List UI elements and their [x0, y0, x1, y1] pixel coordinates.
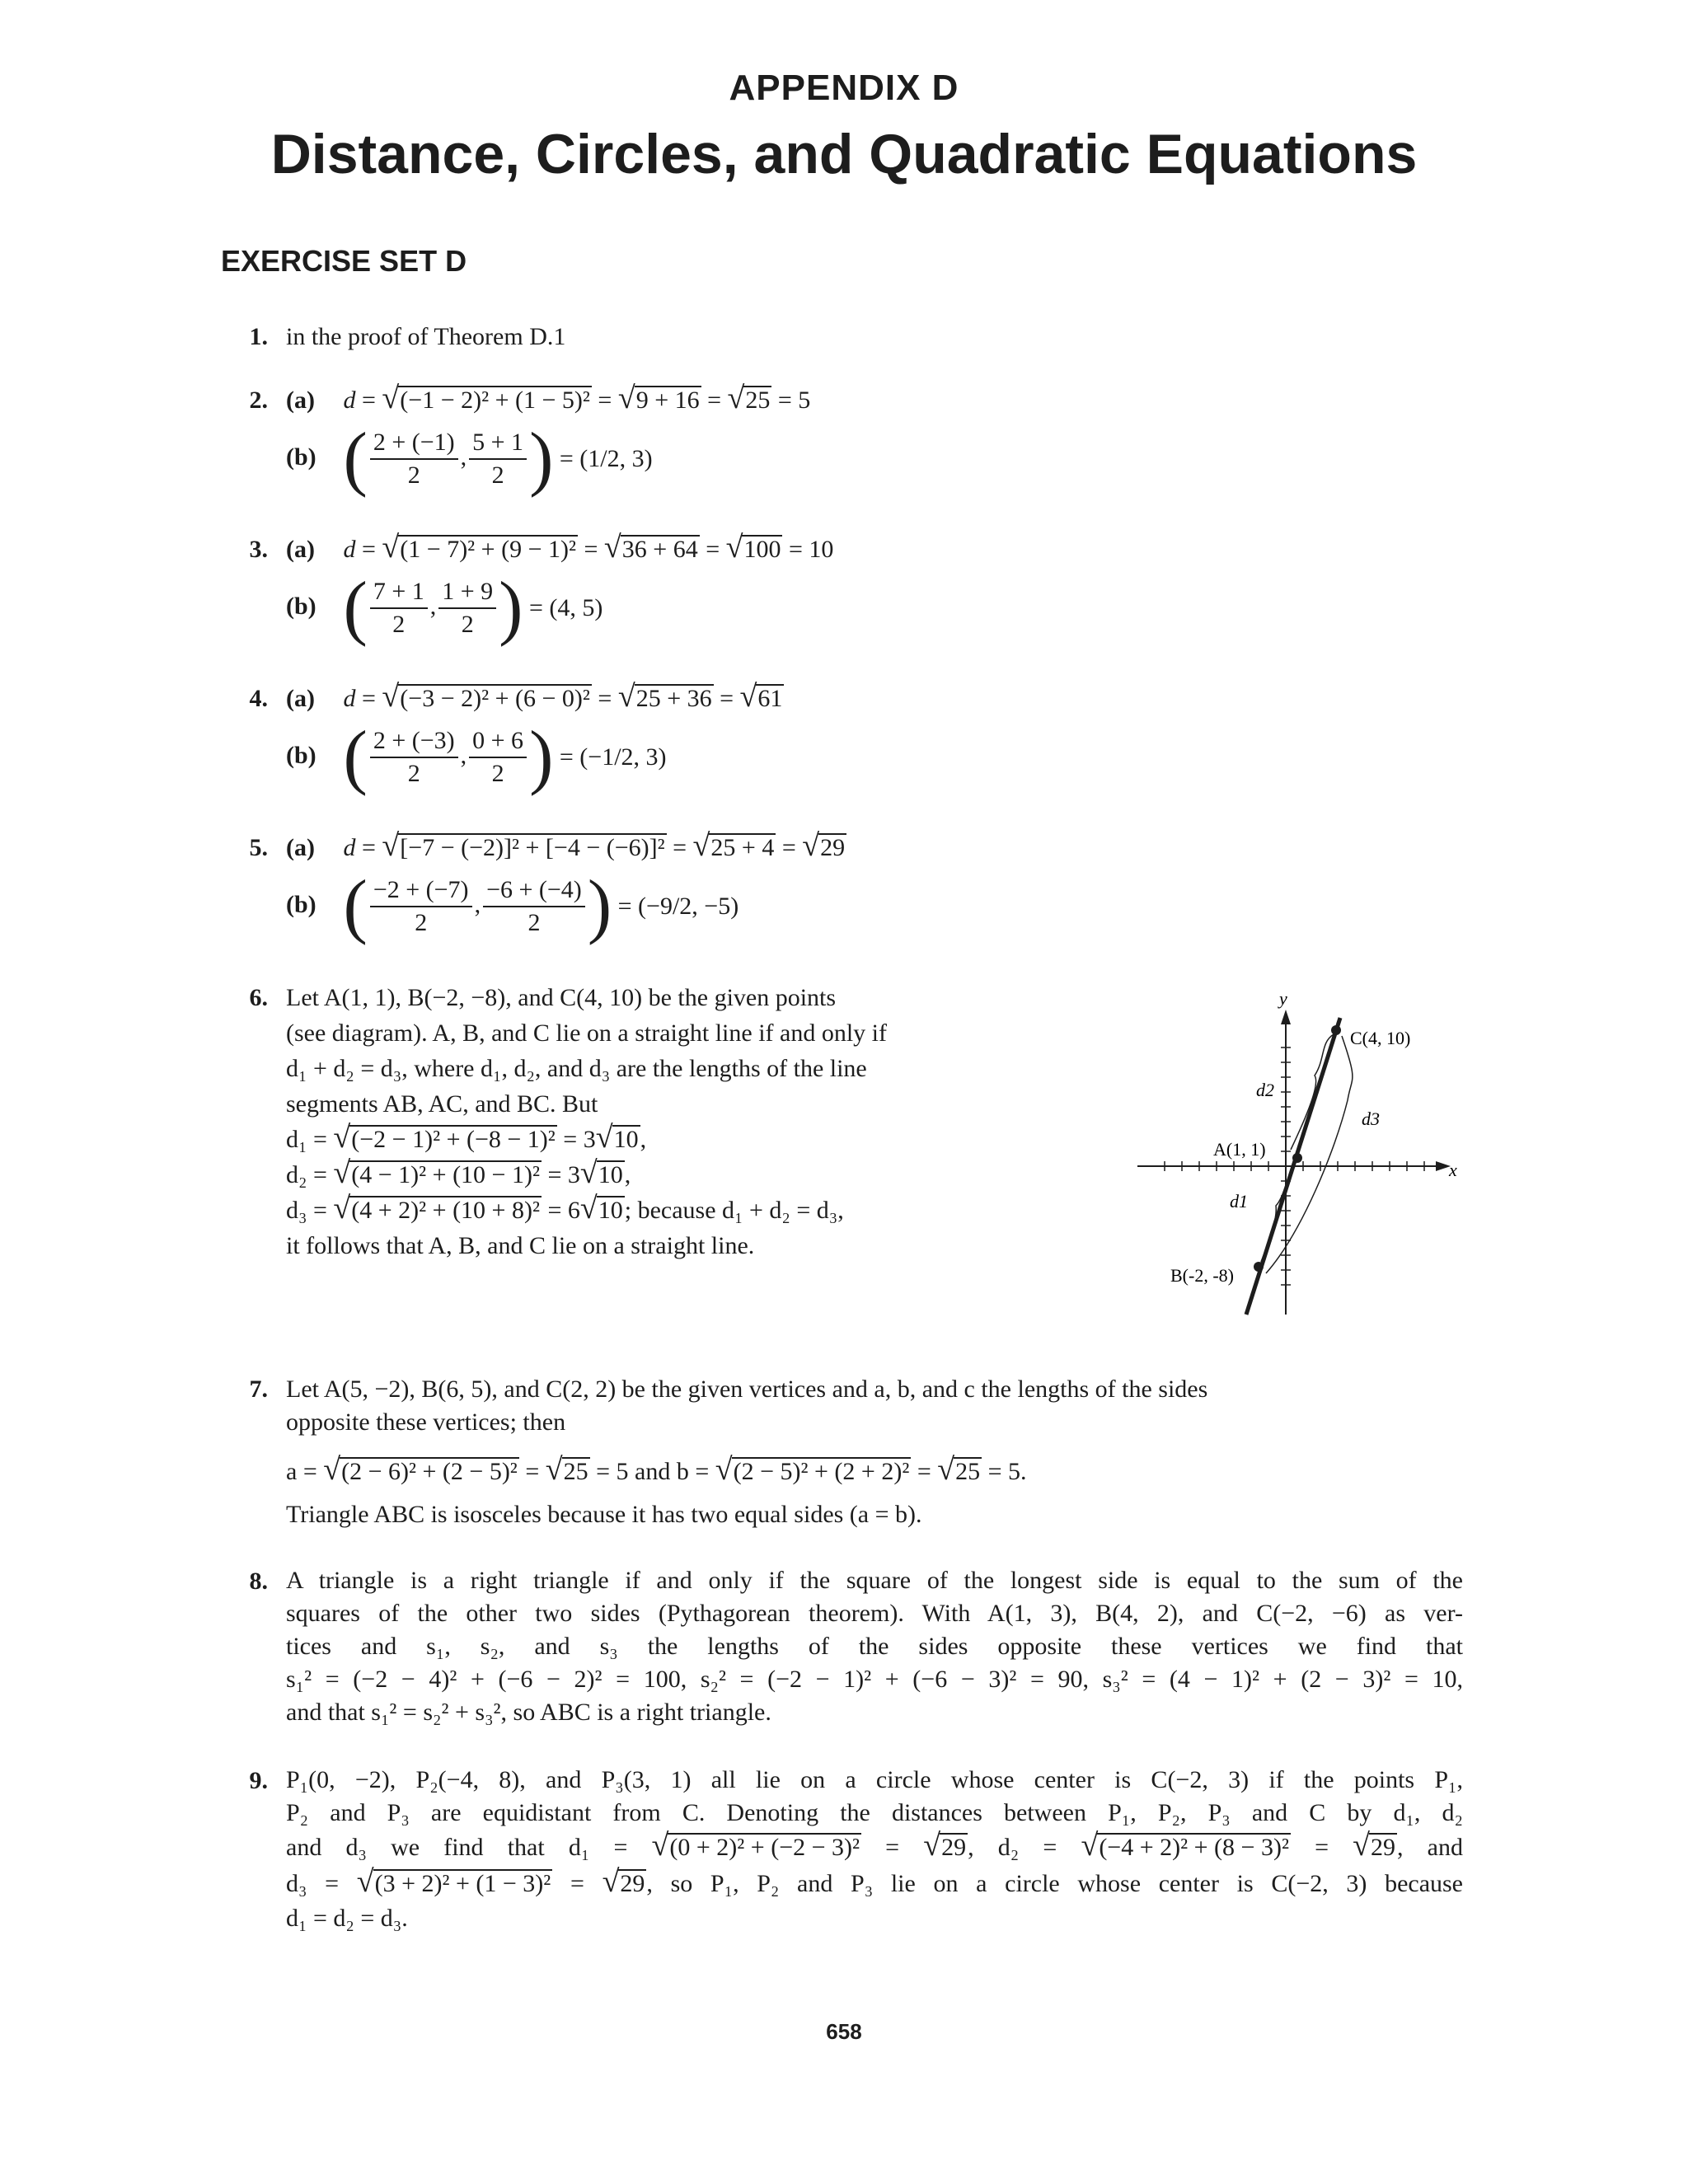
- radicand: 29: [620, 1870, 645, 1897]
- text-line: and that s₁² = s₂² + s₃², so ABC is a right triangle.: [286, 1699, 771, 1726]
- point-a: [1292, 1153, 1302, 1163]
- label-c: C(4, 10): [1350, 1028, 1411, 1048]
- exercise-9: [235, 1764, 1463, 1945]
- radicand: 10: [598, 1197, 623, 1224]
- part-b: (b) ( $\frac{-2 + (-7)}{2}$ , $\frac{-6 + (-4)}{2}$ ) = (−9/2, −5): [286, 866, 739, 946]
- text-line: s₁² = (−2 − 4)² + (−6 − 2)² = 100, s₂² = (−2 − 1)² + (−6 − 3)² = 90, s₃² = (4 − 1)² + (2 − 3)² = 10,: [286, 1666, 1463, 1693]
- variable: d: [343, 536, 356, 563]
- part-a: (a) d = √(−3 − 2)² + (6 − 0)² = √25 + 36 = √61: [286, 682, 784, 716]
- radicand: 9 + 16: [635, 387, 700, 414]
- collinear-points-diagram: [1137, 985, 1459, 1323]
- x-axis-label: x: [1449, 1160, 1457, 1180]
- exercise-number: 4.: [249, 685, 268, 712]
- radicand: (2 − 5)² + (2 + 2)²: [733, 1458, 910, 1485]
- part-label: (b): [286, 890, 316, 918]
- fraction: $\frac{7 + 1}{2}$: [370, 576, 428, 640]
- radicand: 29: [820, 834, 846, 861]
- part-label: (b): [286, 592, 316, 620]
- point-b: [1254, 1262, 1264, 1272]
- label-d1: d1: [1230, 1191, 1248, 1212]
- exercise-text: in the proof of Theorem D.1: [286, 323, 566, 350]
- radicand: (4 − 1)² + (10 − 1)²: [351, 1161, 540, 1188]
- text-line: Triangle ABC is isosceles because it has two equal sides (a = b).: [286, 1501, 922, 1528]
- y-axis-label: y: [1279, 988, 1287, 1009]
- y-axis-arrow-icon: [1281, 1010, 1291, 1024]
- text-line: squares of the other two sides (Pythagorean theorem). With A(1, 3), B(4, 2), and C(−2, −6) as ver-: [286, 1600, 1463, 1627]
- part-label: (a): [286, 536, 315, 563]
- result: = (1/2, 3): [559, 445, 653, 472]
- fraction: $\frac{0 + 6}{2}$: [469, 725, 527, 790]
- radicand: (−1 − 2)² + (1 − 5)²: [400, 387, 590, 414]
- text-line: Let A(1, 1), B(−2, −8), and C(4, 10) be the given points: [286, 984, 837, 1011]
- fraction: $\frac{-6 + (-4)}{2}$: [483, 874, 585, 939]
- equation-d3: d₃ = √(4 + 2)² + (10 + 8)² = 6√10; because d₁ + d₂ = d₃,: [286, 1191, 844, 1226]
- page-title: Distance, Circles, and Quadratic Equations: [270, 123, 1418, 185]
- text-line: A triangle is a right triangle if and only if the square of the longest side is equal to the sum of the: [286, 1567, 1463, 1594]
- radicand: (4 + 2)² + (10 + 8)²: [351, 1197, 540, 1224]
- part-label: (a): [286, 834, 315, 861]
- point-c: [1331, 1025, 1341, 1035]
- text-line: segments AB, AC, and BC. But: [286, 1090, 598, 1118]
- part-b: (b) ( $\frac{2 + (-1)}{2}$ , $\frac{5 + 1}{2}$ ) = (1/2, 3): [286, 419, 653, 499]
- radicand: (1 − 7)² + (9 − 1)²: [400, 536, 576, 563]
- result: = 10: [788, 536, 834, 563]
- part-b: (b) ( $\frac{7 + 1}{2}$ , $\frac{1 + 9}{2}$ ) = (4, 5): [286, 568, 603, 648]
- exercise-number: 6.: [249, 984, 268, 1011]
- part-b: (b) ( $\frac{2 + (-3)}{2}$ , $\frac{0 + 6}{2}$ ) = (−1/2, 3): [286, 717, 667, 797]
- exercise-6: [235, 981, 1059, 1310]
- text-line: opposite these vertices; then: [286, 1408, 566, 1436]
- exercise-3: [235, 532, 1463, 656]
- variable: d: [343, 387, 356, 414]
- variable: d: [343, 834, 356, 861]
- radicand: (2 − 6)² + (2 − 5)²: [341, 1458, 518, 1485]
- radicand: (−2 − 1)² + (−8 − 1)²: [351, 1126, 556, 1153]
- exercise-2: [235, 383, 1463, 507]
- part-a: (a) d = √[−7 − (−2)]² + [−4 − (−6)]² = √25 + 4 = √29: [286, 831, 846, 865]
- variable: d: [343, 685, 356, 712]
- part-a: (a) d = √(−1 − 2)² + (1 − 5)² = √9 + 16 = √25 = 5: [286, 383, 810, 418]
- radicand: 29: [941, 1834, 967, 1861]
- exercise-number: 9.: [249, 1767, 268, 1794]
- exercise-5: [235, 828, 1463, 954]
- radicand: 25 + 4: [710, 834, 775, 861]
- exercise-number: 7.: [249, 1376, 268, 1403]
- text-line: tices and s₁, s₂, and s₃ the lengths of the sides opposite these vertices we find that: [286, 1633, 1463, 1660]
- part-a: (a) d = √(1 − 7)² + (9 − 1)² = √36 + 64 = √100 = 10: [286, 532, 833, 567]
- radicand: (−4 + 2)² + (8 − 3)²: [1099, 1834, 1289, 1861]
- exercise-number: 1.: [249, 323, 268, 350]
- equation-d1: d₁ = √(−2 − 1)² + (−8 − 1)² = 3√10,: [286, 1120, 647, 1155]
- text-line: d₁ = d₂ = d₃.: [286, 1905, 408, 1932]
- label-d3: d3: [1362, 1108, 1380, 1129]
- radicand: 25: [955, 1458, 981, 1485]
- text-line: (see diagram). A, B, and C lie on a straight line if and only if: [286, 1019, 887, 1047]
- fraction: $\frac{-2 + (-7)}{2}$: [370, 874, 472, 939]
- exercise-number: 5.: [249, 834, 268, 861]
- radicand: 25: [745, 387, 771, 414]
- part-label: (b): [286, 741, 316, 769]
- result: = (4, 5): [528, 594, 603, 621]
- exercise-7: [235, 1372, 1463, 1537]
- part-label: (a): [286, 387, 315, 414]
- label-a: A(1, 1): [1213, 1139, 1266, 1160]
- part-label: (b): [286, 443, 316, 471]
- radicand: 10: [598, 1161, 623, 1188]
- text-line: and d₃ we find that d₁ = √(0 + 2)² + (−2 − 3)² = √29, d₂ = √(−4 + 2)² + (8 − 3)² = √29, and: [286, 1828, 1463, 1863]
- fraction: $\frac{2 + (-3)}{2}$: [370, 725, 458, 790]
- radicand: 61: [757, 685, 783, 712]
- result: = (−1/2, 3): [559, 743, 667, 771]
- part-label: (a): [286, 685, 315, 712]
- radicand: 36 + 64: [621, 536, 698, 563]
- radicand: 100: [743, 536, 781, 563]
- exercise-8: [235, 1564, 1463, 1741]
- result: = 5: [777, 387, 811, 414]
- fraction: $\frac{1 + 9}{2}$: [438, 576, 496, 640]
- equation: a = √(2 − 6)² + (2 − 5)² = √25 = 5 and b = √(2 − 5)² + (2 + 2)² = √25 = 5.: [286, 1452, 1027, 1487]
- radicand: 29: [1371, 1834, 1396, 1861]
- radicand: 10: [613, 1126, 639, 1153]
- exercise-1: [235, 320, 1463, 354]
- exercise-4: [235, 679, 1463, 805]
- exercise-number: 3.: [249, 536, 268, 563]
- fraction: $\frac{5 + 1}{2}$: [469, 427, 527, 491]
- text-line: d₃ = √(3 + 2)² + (1 − 3)² = √29, so P₁, P₂ and P₃ lie on a circle whose center is C(−2, 3) because: [286, 1864, 1463, 1899]
- page-number: 658: [826, 2019, 862, 2044]
- paragraph: [286, 1564, 1463, 1729]
- exercise-number: 2.: [249, 387, 268, 414]
- text-line: d₁ + d₂ = d₃, where d₁, d₂, and d₃ are the lengths of the line: [286, 1055, 867, 1082]
- section-heading: EXERCISE SET D: [221, 244, 467, 278]
- radicand: (3 + 2)² + (1 − 3)²: [374, 1870, 551, 1897]
- fraction: $\frac{2 + (-1)}{2}$: [370, 427, 458, 491]
- text-line: Let A(5, −2), B(6, 5), and C(2, 2) be the given vertices and a, b, and c the lengths of the sides: [286, 1376, 1208, 1403]
- brace-d3: [1266, 1036, 1353, 1273]
- paragraph: [286, 1764, 1463, 1935]
- result: = (−9/2, −5): [617, 893, 739, 920]
- brace-d2: [1291, 1034, 1334, 1150]
- label-b: B(-2, -8): [1170, 1265, 1234, 1286]
- radicand: 25 + 36: [635, 685, 712, 712]
- text-line: it follows that A, B, and C lie on a straight line.: [286, 1232, 755, 1259]
- exercise-number: 8.: [249, 1568, 268, 1595]
- text-line: P₂ and P₃ are equidistant from C. Denoting the distances between P₁, P₂, P₃ and C by d₁, d₂: [286, 1799, 1463, 1826]
- radicand: (−3 − 2)² + (6 − 0)²: [400, 685, 590, 712]
- text-line: P₁(0, −2), P₂(−4, 8), and P₃(3, 1) all lie on a circle whose center is C(−2, 3) if the points P₁,: [286, 1766, 1463, 1793]
- radicand: (0 + 2)² + (−2 − 3)²: [669, 1834, 860, 1861]
- radicand: [−7 − (−2)]² + [−4 − (−6)]²: [400, 834, 665, 861]
- label-d2: d2: [1256, 1080, 1274, 1100]
- equation-d2: d₂ = √(4 − 1)² + (10 − 1)² = 3√10,: [286, 1155, 631, 1190]
- appendix-heading: APPENDIX D: [729, 68, 959, 108]
- radicand: 25: [563, 1458, 588, 1485]
